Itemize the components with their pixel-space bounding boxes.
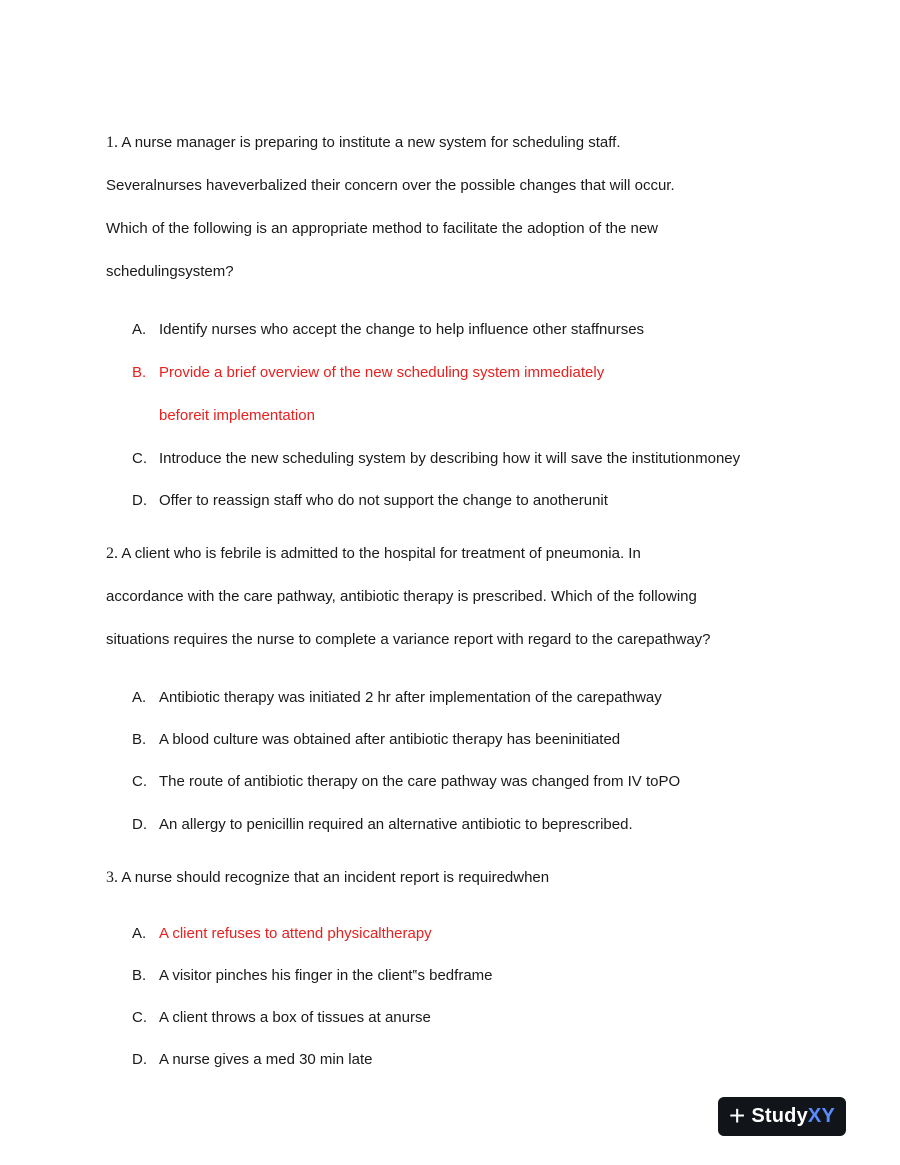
question-2-number: 2.	[106, 545, 118, 562]
question-3-line-1	[106, 868, 840, 888]
studyxy-logo[interactable]	[718, 1097, 846, 1136]
option-text: A nurse gives a med 30 min late	[159, 1051, 373, 1068]
q2-option-a	[132, 688, 860, 708]
logo-study: Study	[751, 1105, 808, 1127]
q1-option-d	[132, 491, 860, 511]
question-3-text: A nurse should recognize that an incident report is requiredwhen	[121, 869, 550, 886]
option-letter: A.	[132, 321, 147, 338]
question-3-number: 3.	[106, 869, 118, 886]
option-letter: C.	[132, 773, 147, 790]
option-letter: D.	[132, 492, 147, 509]
question-1-line-4: schedulingsystem?	[106, 263, 234, 280]
option-text: A blood culture was obtained after antibiotic therapy has beeninitiated	[159, 731, 621, 748]
q2-option-c	[132, 772, 860, 792]
option-text: Identify nurses who accept the change to help influence other staffnurses	[159, 321, 645, 338]
option-text: An allergy to penicillin required an alternative antibiotic to beprescribed.	[159, 816, 633, 833]
option-text: Offer to reassign staff who do not support the change to anotherunit	[159, 492, 608, 509]
option-text: Provide a brief overview of the new scheduling system immediately	[159, 364, 605, 381]
question-1-line-2: Severalnurses haveverbalized their concern over the possible changes that will occur.	[106, 177, 675, 194]
question-2-text: A client who is febrile is admitted to the hospital for treatment of pneumonia. In	[121, 545, 641, 562]
option-text: A visitor pinches his finger in the client‟s bedframe	[159, 967, 493, 984]
q3-option-a-correct	[132, 924, 860, 944]
option-text: A client throws a box of tissues at anurse	[159, 1009, 431, 1026]
q3-option-b	[132, 966, 860, 986]
option-letter: A.	[132, 925, 147, 942]
option-letter: D.	[132, 1051, 147, 1068]
q2-option-b	[132, 730, 860, 750]
q1-option-a	[132, 320, 860, 340]
question-2-line-1	[106, 544, 840, 564]
question-1-text: A nurse manager is preparing to institute a new system for scheduling staff.	[121, 134, 621, 151]
q3-option-d	[132, 1050, 860, 1070]
question-2-line-3: situations requires the nurse to complete a variance report with regard to the carepathway?	[106, 631, 711, 648]
option-text: Antibiotic therapy was initiated 2 hr after implementation of the carepathway	[159, 689, 662, 706]
question-2-line-2: accordance with the care pathway, antibiotic therapy is prescribed. Which of the following	[106, 588, 697, 605]
option-letter: B.	[132, 731, 147, 748]
option-letter: B.	[132, 967, 147, 984]
logo-text	[751, 1105, 835, 1128]
option-letter: C.	[132, 450, 147, 467]
option-letter: B.	[132, 364, 147, 381]
q1-option-b-continuation: beforeit implementation	[159, 407, 315, 424]
question-1-number: 1.	[106, 134, 118, 151]
option-letter: A.	[132, 689, 147, 706]
q1-option-c	[132, 449, 860, 469]
q2-option-d	[132, 815, 860, 835]
option-letter: D.	[132, 816, 147, 833]
q1-option-b-correct	[132, 363, 860, 383]
q3-option-c	[132, 1008, 860, 1028]
question-1-line-1	[106, 133, 840, 153]
question-1-line-3: Which of the following is an appropriate method to facilitate the adoption of the new	[106, 220, 659, 237]
option-text: The route of antibiotic therapy on the care pathway was changed from IV toPO	[159, 773, 681, 790]
option-text: A client refuses to attend physicaltherapy	[159, 925, 432, 942]
option-letter: C.	[132, 1009, 147, 1026]
plus-icon: +	[728, 1099, 746, 1131]
option-text: Introduce the new scheduling system by describing how it will save the institutionmoney	[159, 450, 741, 467]
logo-xy: XY	[807, 1105, 835, 1127]
